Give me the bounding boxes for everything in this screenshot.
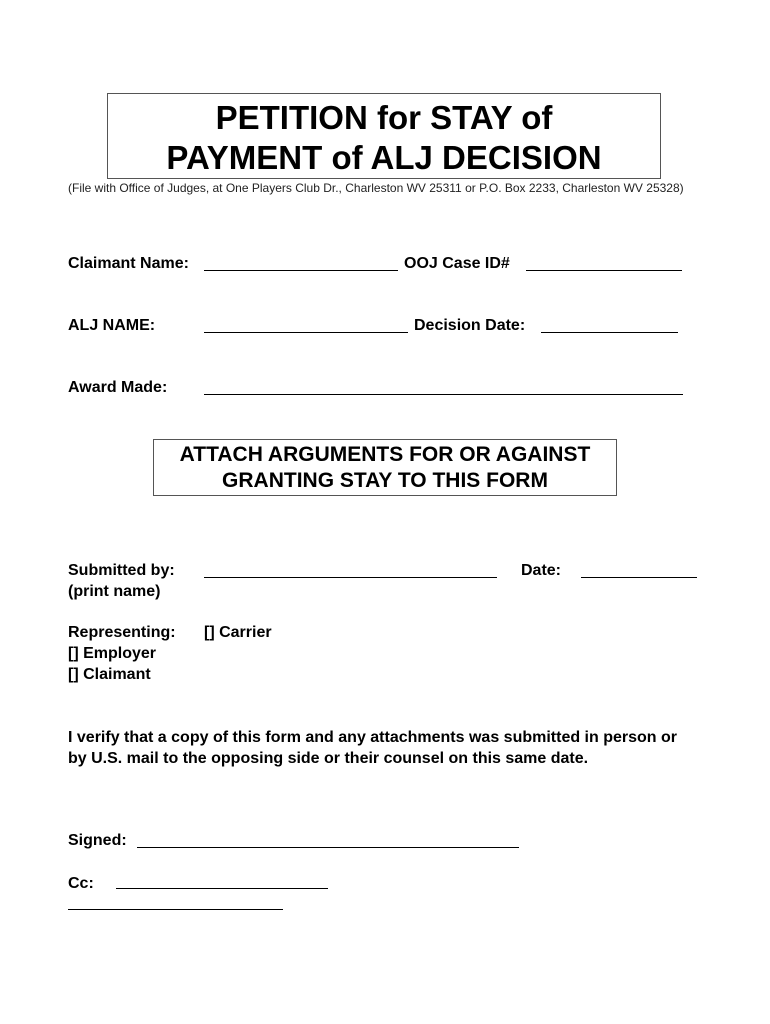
attach-notice-line1: ATTACH ARGUMENTS FOR OR AGAINST <box>179 443 591 466</box>
carrier-checkbox[interactable]: [] Carrier <box>204 624 272 641</box>
cc-field-2[interactable] <box>68 909 283 910</box>
filing-instructions: (File with Office of Judges, at One Players Club Dr., Charleston WV 25311 or P.O. Box 2233, Charleston WV 25328) <box>68 181 684 195</box>
form-title-line1: PETITION for STAY of <box>215 99 553 136</box>
representing-label: Representing: <box>68 624 176 641</box>
ooj-case-id-label: OOJ Case ID# <box>404 255 510 272</box>
date-field[interactable] <box>581 577 697 578</box>
award-made-field[interactable] <box>204 394 683 395</box>
form-title-line2: PAYMENT of ALJ DECISION <box>166 139 602 176</box>
date-label: Date: <box>521 562 562 579</box>
print-name-hint: (print name) <box>68 583 161 600</box>
award-made-label: Award Made: <box>68 379 168 396</box>
attach-arguments-notice <box>153 439 617 496</box>
attach-notice-line2: GRANTING STAY TO THIS FORM <box>222 469 548 492</box>
verification-statement: I verify that a copy of this form and any attachments was submitted in person or by U.S. mail to the opposing side or their counsel on this same date. <box>68 729 678 767</box>
ooj-case-id-field[interactable] <box>526 270 682 271</box>
submitted-by-label: Submitted by: <box>68 562 175 579</box>
claimant-name-field[interactable] <box>204 270 398 271</box>
cc-label: Cc: <box>68 875 94 892</box>
alj-name-field[interactable] <box>204 332 408 333</box>
decision-date-label: Decision Date: <box>414 317 526 334</box>
signed-label: Signed: <box>68 832 127 849</box>
decision-date-field[interactable] <box>541 332 678 333</box>
alj-name-label: ALJ NAME: <box>68 317 156 334</box>
form-title <box>107 93 661 179</box>
signature-field[interactable] <box>137 847 519 848</box>
submitted-by-field[interactable] <box>204 577 497 578</box>
claimant-name-label: Claimant Name: <box>68 255 189 272</box>
employer-checkbox[interactable]: [] Employer <box>68 645 157 662</box>
claimant-checkbox[interactable]: [] Claimant <box>68 666 151 683</box>
cc-field-1[interactable] <box>116 888 328 889</box>
